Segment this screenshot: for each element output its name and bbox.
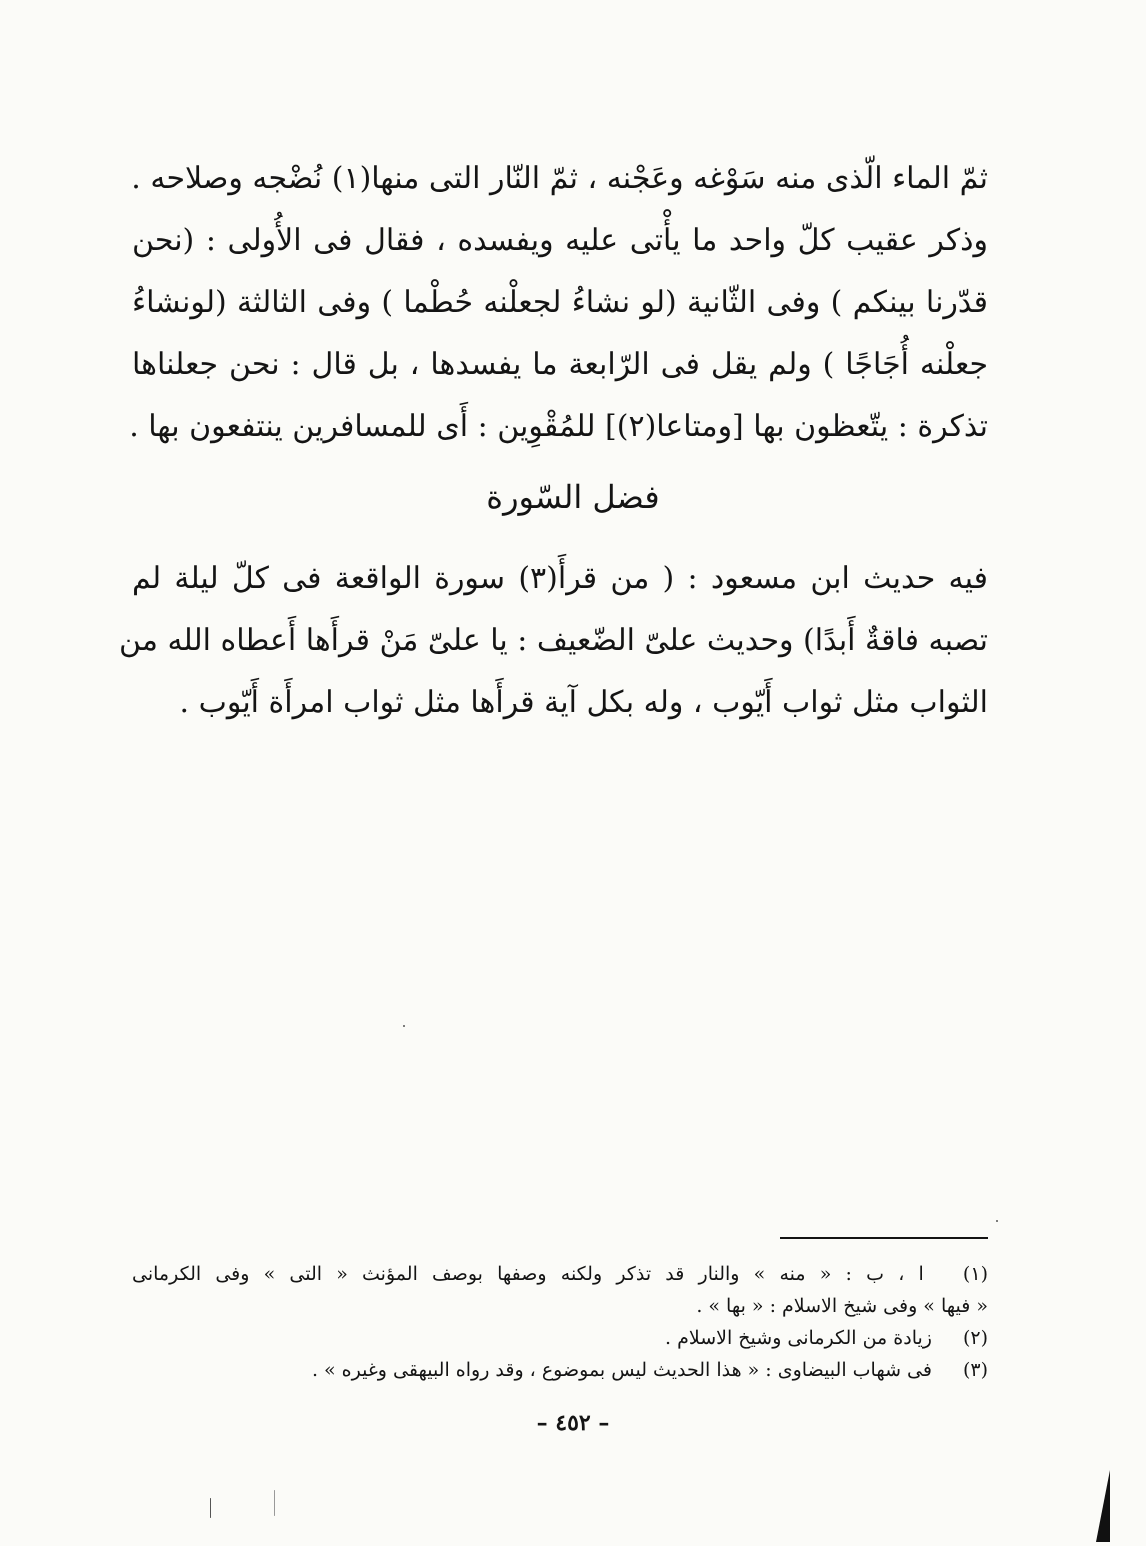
- footnote-divider: [780, 1237, 988, 1239]
- footnote-text: « فيها » وفى شيخ الاسلام : « بها » .: [696, 1295, 988, 1317]
- text-line: الثواب مثل ثواب أَيّوب ، وله بكل آية قرأَها مثل ثواب امرأَة أَيّوب .: [179, 685, 988, 720]
- footnote-1: [132, 1258, 988, 1290]
- scan-speck: [274, 1490, 275, 1516]
- footnote-2: [132, 1322, 988, 1354]
- scan-speck: [210, 1498, 211, 1518]
- scan-speck: [403, 1025, 405, 1027]
- text-line: قدّرنا بينكم ) وفى الثّانية (لو نشاءُ لجعلْنه حُطْما ) وفى الثالثة (لونشاءُ: [132, 285, 988, 320]
- footnote-number: (٢): [962, 1327, 988, 1349]
- footnote-text: ا ، ب : « منه » والنار قد تذكر ولكنه وصفها بوصف المؤنث « التى » وفى الكرمانى: [132, 1263, 924, 1285]
- text-line: ثمّ الماء الّذى منه سَوْغه وعَجْنه ، ثمّ النّار التى منها(١) نُضْجه وصلاحه .: [131, 161, 988, 196]
- footnote-number: (١): [962, 1263, 988, 1285]
- text-line: تصبه فاقةٌ أَبدًا) وحديث علىّ الضّعيف : يا علىّ مَنْ قرأَها أَعطاه الله من: [119, 623, 988, 658]
- footnote-text: زيادة من الكرمانى وشيخ الاسلام .: [665, 1327, 932, 1349]
- footnote-text: فى شهاب البيضاوى : « هذا الحديث ليس بموضوع ، وقد رواه البيهقى وغيره » .: [311, 1359, 932, 1381]
- page-number: – ٤٥٢ –: [536, 1410, 610, 1436]
- text-line: وذكر عقيب كلّ واحد ما يأْتى عليه ويفسده ، فقال فى الأُولى : (نحن: [132, 223, 988, 258]
- scan-edge-mark: [1096, 1470, 1110, 1542]
- paragraph-2: [119, 548, 988, 734]
- footnote-1-continued: [132, 1290, 988, 1322]
- section-heading: فضل السّورة: [486, 478, 660, 516]
- text-line: فيه حديث ابن مسعود : ( من قرأَ(٣) سورة الواقعة فى كلّ ليلة لم: [132, 561, 988, 596]
- footnotes: [132, 1258, 988, 1386]
- scan-speck: [996, 1220, 998, 1222]
- footnote-3: [132, 1354, 988, 1386]
- text-line: جعلْنه أُجَاجًا ) ولم يقل فى الرّابعة ما يفسدها ، بل قال : نحن جعلناها: [132, 347, 988, 382]
- text-line: تذكرة : يتّعظون بها [ومتاعا(٢)] للمُقْوِين : أَى للمسافرين ينتفعون بها .: [129, 409, 988, 444]
- footnote-number: (٣): [962, 1359, 988, 1381]
- paragraph-1: [129, 148, 988, 458]
